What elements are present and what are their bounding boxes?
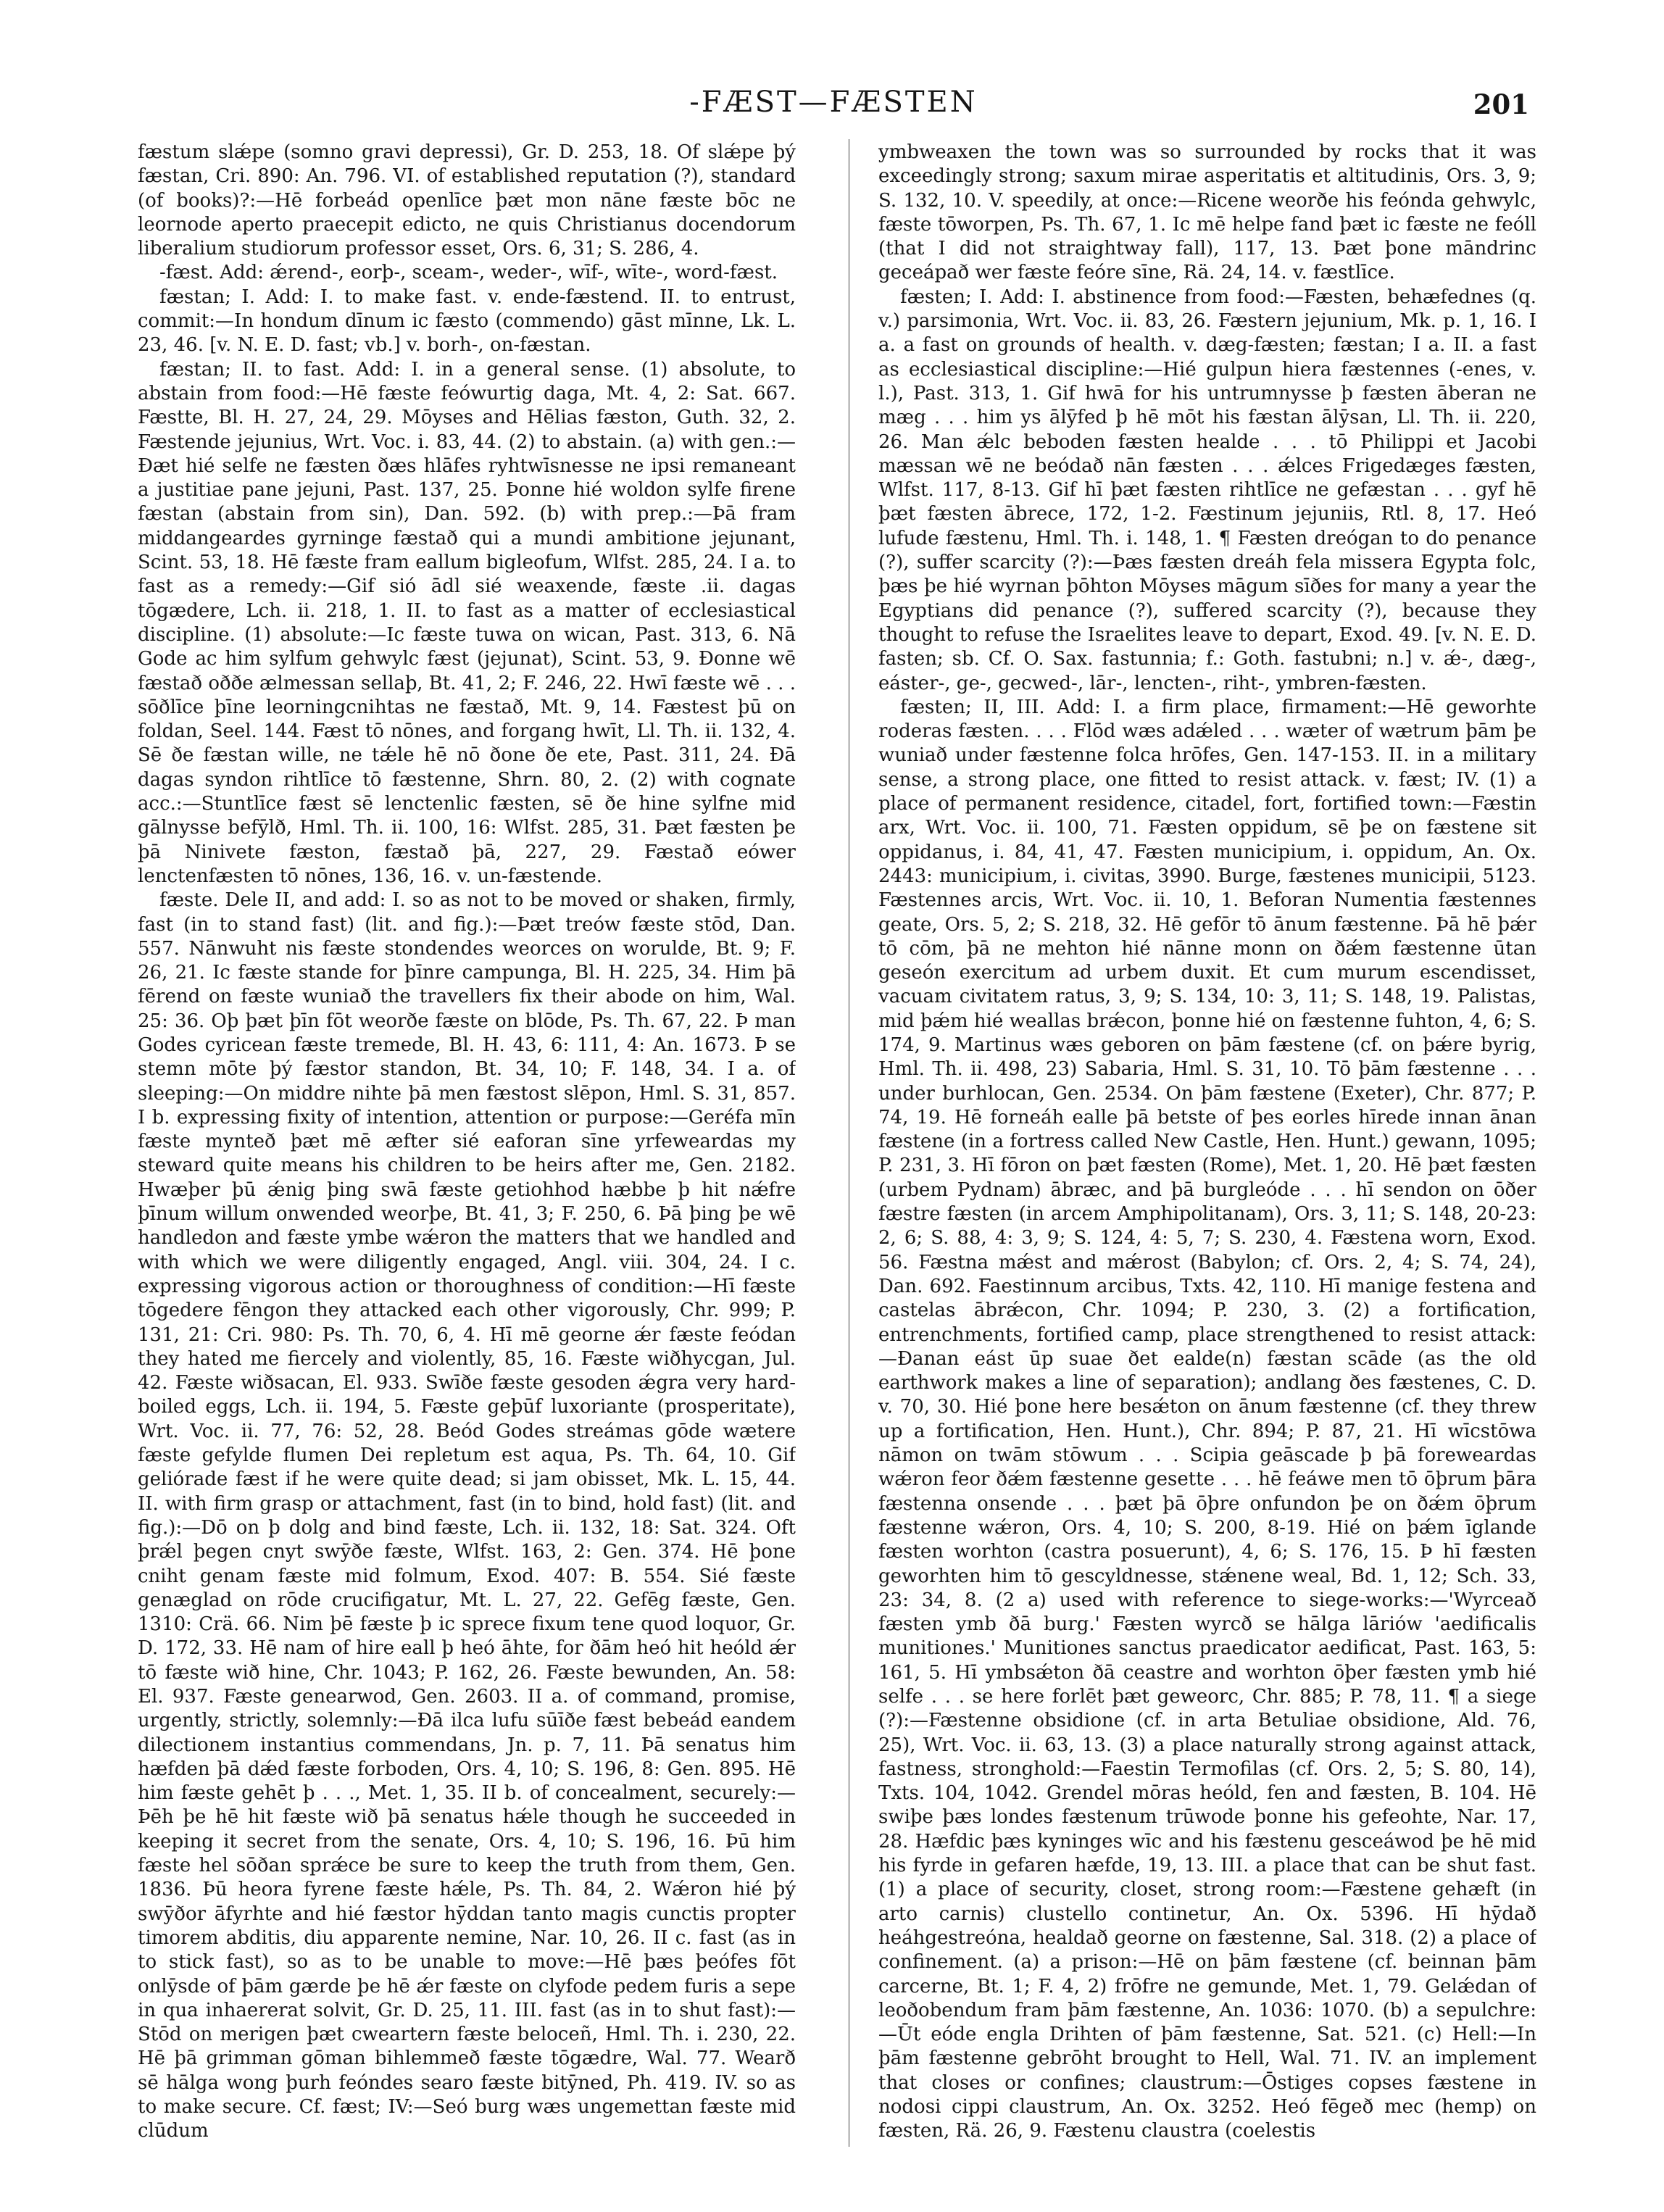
left-column xyxy=(138,141,796,2141)
entry-paragraph: fæsten; II, III. Add: I. a firm place, firmament:—Hē geworhte roderas fæsten. . . . Flōd wæs adǽled . . . wæter of wætrum þām þe wuniað under fæstenne folca hrōfes, Gen. 147-153. II. in a military sense, a strong place, one fitted to resist attack. v. fæst; IV. (1) a place of permanent residence, citadel, fort, fortified town:—Fæstin arx, Wrt. Voc. ii. 100, 71. Fæsten oppidum, sē þe on fæstene sit oppidanus, i. 84, 41, 47. Fæsten municipium, i. oppidum, An. Ox. 2443: municipium, i. civitas, 3990. Burge, fæstenes municipii, 5123. Fæstennes arcis, Wrt. Voc. ii. 10, 1. Beforan Numentia fæstennes geate, Ors. 5, 2; S. 218, 32. Hē gefōr tō ānum fæstenne. Þā hē þǽr tō cōm, þā ne mehton hié nānne monn on ðǽm fæstenne ūtan geseón exercitum ad urbem duxit. Et cum murum escendisset, vacuam civitatem ratus, 3, 9; S. 134, 10: 3, 11; S. 148, 19. Palistas, mid þǽm hié weallas brǽcon, þonne hié on fæstenne fuhton, 4, 6; S. 174, 9. Martinus wæs geboren on þām fæstene (cf. on þǽre byrig, Hml. Th. ii. 498, 23) Sabaria, Hml. S. 31, 10. Tō þām fæstenne . . . under burhlocan, Gen. 2534. On þām fæstene (Exeter), Chr. 877; P. 74, 19. Hē forneáh ealle þā betste of þes eorles hīrede innan ānan fæstene (in a fortress called New Castle, Hen. Hunt.) gewann, 1095; P. 231, 3. Hī fōron on þæt fæsten (Rome), Met. 1, 20. Hē þæt fæsten (urbem Pydnam) ābræc, and þā burgleóde . . . hī sendon on ōðer fæstre fæsten (in arcem Amphipolitanam), Ors. 3, 11; S. 148, 20-23: 2, 6; S. 88, 4: 3, 9; S. 124, 4: 5, 7; S. 230, 4. Fæstena worn, Exod. 56. Fæstna mǽst and mǽrost (Babylon; cf. Ors. 2, 4; S. 74, 24), Dan. 692. Faestinnum arcibus, Txts. 42, 110. Hī manige festena and castelas ābrǽcon, Chr. 1094; P. 230, 3. (2) a fortification, entrenchments, fortified camp, place strengthened to resist attack:—Ðanan eást ūp suae ðet ealde(n) fæstan scāde (as the old earthwork makes a line of separation); andlang ðes fæstenes, C. D. v. 70, 30. Hié þone here besǽton on ānum fæstenne (cf. they threw up a fortification, Hen. Hunt.), Chr. 894; P. 87, 21. Hī wīcstōwa nāmon on twām stōwum . . . Scipia geāscade þ þā foreweardas wǽron feor ðǽm fæstenne gesette . . . hē feáwe men tō ōþrum þāra fæstenna onsende . . . þæt þā ōþre onfundon þe on ðǽm ōþrum fæstenne wǽron, Ors. 4, 10; S. 200, 8-19. Hié on þǽm īglande fæsten worhton (castra posuerunt), 4, 6; S. 176, 15. Þ hī fæsten geworhten him tō gescyldnesse, stǽnene weal, Bd. 1, 12; Sch. 33, 23: 34, 8. (2 a) used with reference to siege-works:—'Wyrceað fæsten ymb ðā burg.' Fæsten wyrcð se hālga lāriów 'aedificalis munitiones.' Munitiones sanctus praedicator aedificat, Past. 163, 5: 161, 5. Hī ymbsǽton ðā ceastre and worhton ōþer fæsten ymb hié selfe . . . se here forlēt þæt geweorc, Chr. 885; P. 78, 11. ¶ a siege (?):—Fæstenne obsidione (cf. in arta Betuliae obsidione, Ald. 76, 25), Wrt. Voc. ii. 63, 13. (3) a place naturally strong against attack, fastness, stronghold:—Faestin Termofilas (cf. Ors. 2, 5; S. 80, 14), Txts. 104, 1042. Grendel mōras heóld, fen and fæsten, B. 104. Hē swiþe þæs londes fæstenum trūwode þonne his gefeohte, Nar. 17, 28. Hæfdic þæs kyninges wīc and his fæstenu gesceáwod þe hē mid his fyrde in gefaren hæfde, 19, 13. III. a place that can be shut fast. (1) a place of security, closet, strong room:—Fæstene gehæft (in arto carnis) clustello continetur, An. Ox. 5396. Hī hȳdað heáhgestreóna, healdað georne on fæstenne, Sal. 318. (2) a place of confinement. (a) a prison:—Hē on þām fæstene (cf. beinnan þām carcerne, Bt. 1; F. 4, 2) frōfre ne gemunde, Met. 1, 79. Gelǽdan of leoðobendum fram þām fæstenne, An. 1036: 1070. (b) a sepulchre:—Ūt eóde engla Drihten of þām fæstenne, Sat. 521. (c) Hell:—In þām fæstenne gebrōht brought to Hell, Wal. 71. IV. an implement that closes or confines; claustrum:—Ōstiges copses fæstene in nodosi cippi claustrum, An. Ox. 3252. Heó fēgeð mec (hemp) on fæsten, Rä. 26, 9. Fæstenu claustra (coelestis xyxy=(878,696,1536,2141)
entry-paragraph: -fæst. Add: ǽrend-, eorþ-, sceam-, weder-, wīf-, wīte-, word-fæst. xyxy=(159,262,778,284)
entry-paragraph: fæstan; II. to fast. Add: I. in a general sense. (1) absolute, to abstain from food:—Hē fæste feówurtig daga, Mt. 4, 2: Sat. 667. Fæstte, Bl. H. 27, 24, 29. Mōyses and Hēlias fæston, Guth. 32, 2. Fæstende jejunius, Wrt. Voc. i. 83, 44. (2) to abstain. (a) with gen.:—Ðæt hié selfe ne fæsten ðæs hlāfes ryhtwīsnesse ne ipsi remaneant a justitiae pane jejuni, Past. 137, 25. Þonne hié woldon sylfe firene fæstan (abstain from sin), Dan. 592. (b) with prep.:—Þā fram middangeardes gyrninge fæstað qui a mundi ambitione jejunant, Scint. 53, 18. Hē fæste fram eallum bigleofum, Wlfst. 285, 24. I a. to fast as a remedy:—Gif sió ādl sié weaxende, fæste .ii. dagas tōgædere, Lch. ii. 218, 1. II. to fast as a matter of ecclesiastical discipline. (1) absolute:—Ic fæste tuwa on wican, Past. 313, 6. Nā Gode ac him sylfum gehwylc fæst (jejunat), Scint. 53, 9. Ðonne wē fæstað oððe ælmessan sellaþ, Bt. 41, 2; F. 246, 22. Hwī fæste wē . . . sōðlīce þīne leorningcnihtas ne fæstað, Mt. 9, 14. Fæstest þū on foldan, Seel. 144. Fæst tō nōnes, and forgang hwīt, Ll. Th. ii. 132, 4. Sē ðe fæstan wille, ne tǽle hē nō ðone ðe ete, Past. 311, 24. Ðā dagas syndon rihtlīce tō fæstenne, Shrn. 80, 2. (2) with cognate acc.:—Stuntlīce fæst sē lenctenlic fæsten, sē ðe hine sylfne mid gālnysse befȳlð, Hml. Th. ii. 100, 16: Wlfst. 285, 31. Þæt fæsten þe þā Ninivete fæston, fæstað þā, 227, 29. Fæstað eówer lenctenfæsten tō nōnes, 136, 16. v. un-fæstende. xyxy=(138,358,796,887)
page-number: 201 xyxy=(1473,88,1529,120)
entry-paragraph: ymbweaxen the town was so surrounded by rocks that it was exceedingly strong; saxum mirae asperitatis et altitudinis, Ors. 3, 9; S. 132, 10. V. speedily, at once:—Ricene weorðe his feónda gehwylc, fæste tōworpen, Ps. Th. 67, 1. Ic mē helpe fand þæt ic fæste ne feóll (that I did not straightway fall), 117, 13. Þæt þone māndrinc geceápað wer fæste feóre sīne, Rä. 24, 14. v. fæstlīce. xyxy=(878,141,1536,284)
entry-paragraph: fæsten; I. Add: I. abstinence from food:—Fæsten, behæfednes (q. v.) parsimonia, Wrt. Voc. ii. 83, 26. Fæstern jejunium, Mk. p. 1, 16. I a. a fast on grounds of health. v. dæg-fæsten; fæstan; I a. II. a fast as ecclesiastical discipline:—Hié gulpun hiera fæstennes (-enes, v. l.), Past. 313, 1. Gif hwā for his untrumnysse þ fæsten āberan ne mæg . . . him ys ālȳfed þ hē mōt his fæstan ālȳsan, Ll. Th. ii. 220, 26. Man ǽlc beboden fæsten healde . . . tō Philippi et Jacobi mæssan wē ne beódað nān fæsten . . . ǽlces Frigedæges fæsten, Wlfst. 117, 8-13. Gif hī þæt fæsten rihtlīce ne gefæstan . . . gyf hē þæt fæsten ābrece, 172, 1-2. Fæstinum jejuniis, Rtl. 8, 17. Heó lufude fæstenu, Hml. Th. i. 148, 1. ¶ Fæsten dreógan to do penance (?), suffer scarcity (?):—Þæs fæsten dreáh fela missera Egypta folc, þæs þe hié wyrnan þōhton Mōyses māgum sīðes for many a year the Egyptians did penance (?), suffered scarcity (?), because they thought to refuse the Israelites leave to depart, Exod. 49. [v. N. E. D. fasten; sb. Cf. O. Sax. fastunnia; f.: Goth. fastubni; n.] v. ǽ-, dæg-, eáster-, ge-, gecwed-, lār-, lencten-, riht-, ymbren-fæsten. xyxy=(878,286,1536,694)
entry-paragraph: fæste. Dele II, and add: I. so as not to be moved or shaken, firmly, fast (in to stand fast) (lit. and fig.):—Þæt treów fæste stōd, Dan. 557. Nānwuht nis fæste stondendes weorces on worulde, Bt. 9; F. 26, 21. Ic fæste stande for þīnre campunga, Bl. H. 225, 34. Him þā fērend on fæste wuniað the travellers fix their abode on him, Wal. 25: 36. Oþ þæt þīn fōt weorðe fæste on blōde, Ps. Th. 67, 22. Þ man Godes cyricean fæste tremede, Bl. H. 43, 6: 111, 4: An. 1673. Þ se stemn mōte þý fæstor standon, Bt. 34, 10; F. 148, 34. I a. of sleeping:—On middre nihte þā men fæstost slēpon, Hml. S. 31, 857. I b. expressing fixity of intention, attention or purpose:—Geréfa mīn fæste mynteð þæt mē æfter sié eaforan sīne yrfeweardas my steward quite means his children to be heirs after me, Gen. 2182. Hwæþer þū ǽnig þing swā fæste getiohhod hæbbe þ hit nǽfre þīnum willum onwended weorþe, Bt. 41, 3; F. 250, 6. Þā þing þe wē handledon and fæste ymbe wǽron the matters that we handled and with which we were diligently engaged, Angl. viii. 304, 24. I c. expressing vigorous action or thoroughness of condition:—Hī fæste tōgedere fēngon they attacked each other vigorously, Chr. 999; P. 131, 21: Cri. 980: Ps. Th. 70, 6, 4. Hī mē georne ǽr fæste feódan they hated me fiercely and violently, 85, 16. Fæste wiðhycgan, Jul. 42. Fæste wiðsacan, El. 933. Swīðe fæste gesoden ǽgra very hard-boiled eggs, Lch. ii. 194, 5. Fæste geþūf luxoriante (prosperitate), Wrt. Voc. ii. 77, 76: 52, 28. Beód Godes streámas gōde wætere fæste gefylde flumen Dei repletum est aqua, Ps. Th. 64, 10. Gif geliórade fæst if he were quite dead; si jam obisset, Mk. L. 15, 44. II. with firm grasp or attachment, fast (in to bind, hold fast) (lit. and fig.):—Dō on þ dolg and bind fæste, Lch. ii. 132, 18: Sat. 324. Oft þrǽl þegen cnyt swȳðe fæste, Wlfst. 163, 2: Gen. 374. Hē þone cniht genam fæste mid folmum, Exod. 407: B. 554. Sié fæste genæglad on rōde crucifigatur, Mt. L. 27, 22. Gefēg fæste, Gen. 1310: Crä. 66. Nim þē fæste þ ic sprece fixum tene quod loquor, Gr. D. 172, 33. Hē nam of hire eall þ heó āhte, for ðām heó hit heóld ǽr tō fæste wið hine, Chr. 1043; P. 162, 26. Fæste bewunden, An. 58: El. 937. Fæste genearwod, Gen. 2603. II a. of command, promise, urgently, strictly, solemnly:—Ðā ilca lufu sūīðe fæst bebeád eandem dilectionem instantius commendans, Jn. p. 7, 11. Þā senatus him hæfden þā dǽd fæste forboden, Ors. 4, 10; S. 196, 8: Gen. 895. Hē him fæste gehēt þ . . ., Met. 1, 35. II b. of concealment, securely:—Þēh þe hē hit fæste wið þā senatus hǽle though he succeeded in keeping it secret from the senate, Ors. 4, 10; S. 196, 16. Þū him fæste hel sōðan sprǽce be sure to keep the truth from them, Gen. 1836. Þū heora fyrene fæste hǽle, Ps. Th. 84, 2. Wǽron hié þý swȳðor āfyrhte and hié fæstor hȳddan tanto magis cunctis propter timorem abditis, diu apparente nemine, Nar. 10, 26. II c. fast (as in to stick fast), so as to be unable to move:—Hē þæs þeófes fōt onlȳsde of þām gærde þe hē ǽr fæste on clyfode pedem furis a sepe in qua inhaererat solvit, Gr. D. 25, 11. III. fast (as in to shut fast):—Stōd on merigen þæt cweartern fæste beloceñ, Hml. Th. i. 230, 22. Hē þā grimman gōman bihlemmeð fæste tōgædre, Wal. 77. Wearð sē hālga wong þurh feóndes searo fæste bitȳned, Ph. 419. IV. so as to make secure. Cf. fæst; IV:—Seó burg wæs ungemettan fæste mid clūdum xyxy=(138,889,796,2141)
entry-paragraph: fæstan; I. Add: I. to make fast. v. ende-fæstend. II. to entrust, commit:—In hondum dīnum ic fæsto (commendo) gāst mīnne, Lk. L. 23, 46. [v. N. E. D. fast; vb.] v. borh-, on-fæstan. xyxy=(138,286,796,357)
running-title: -FÆST—FÆSTEN xyxy=(689,86,978,119)
entry-paragraph: fæstum slǽpe (somno gravi depressi), Gr. D. 253, 18. Of slǽpe þý fæstan, Cri. 890: An. 796. VI. of established reputation (?), standard (of books)?:—Hē forbeád openlīce þæt mon nāne fæste bōc ne leornode aperto praecepit edicto, ne quis Christianus docendorum liberalium studiorum professor esset, Ors. 6, 31; S. 286, 4. xyxy=(138,141,796,260)
right-column xyxy=(878,141,1536,2141)
page-header xyxy=(138,86,1529,129)
